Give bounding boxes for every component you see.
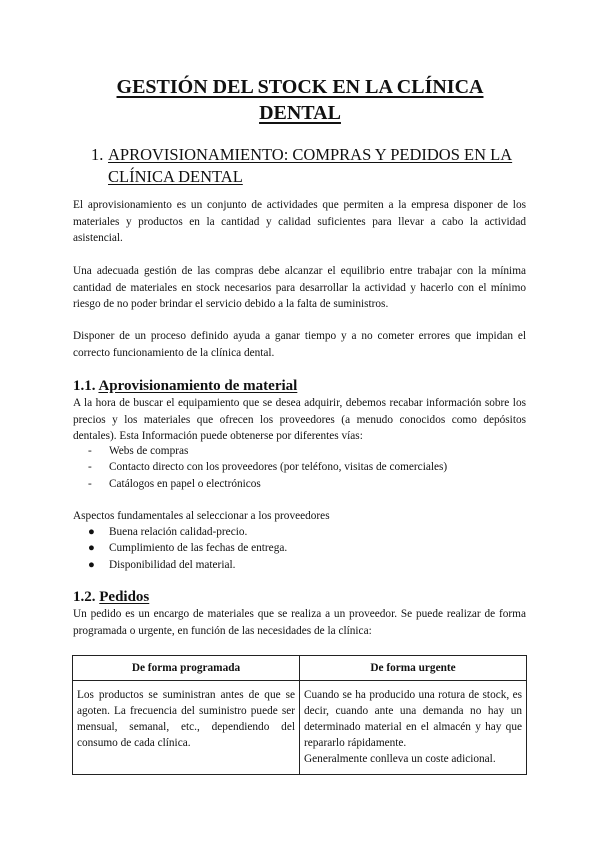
paragraph-aprovisionamiento: El aprovisionamiento es un conjunto de actividades que permiten a la empresa disponer de los materiales y productos en la cantidad y calidad suficientes para llevar a cabo la actividad asistencial.: [73, 199, 526, 244]
list-item: ● Cumplimiento de las fechas de entrega.: [88, 540, 287, 556]
subsection-1-1-title: Aprovisionamiento de material: [98, 378, 298, 394]
paragraph-aprovisionamiento-material: A la hora de buscar el equipamiento que se desea adquirir, debemos recabar información sobre los precios y los materiales que ofrecen los proveedores (a menudo conocidos como depósitos dentales). Esta Información puede obtenerse por diferentes vías:: [73, 397, 526, 442]
aspects-list: [88, 524, 287, 573]
title-line-1: GESTIÓN DEL STOCK EN LA CLÍNICA: [116, 76, 484, 98]
ways-list: [88, 443, 447, 492]
table-header-urgente: De forma urgente: [300, 656, 527, 681]
dash-marker: -: [88, 445, 92, 457]
paragraph-pedidos: Un pedido es un encargo de materiales que se realiza a un proveedor. Se puede realizar de forma programada o urgente, en función de las necesidades de la clínica:: [73, 608, 526, 637]
table-row: [73, 681, 527, 775]
dash-marker: -: [88, 461, 92, 474]
bullet-icon: ●: [88, 558, 95, 571]
aspects-intro: Aspectos fundamentales al seleccionar a los proveedores: [73, 510, 330, 522]
list-item: - Catálogos en papel o electrónicos: [88, 476, 447, 492]
subsection-1-2-number: 1.2.: [73, 589, 96, 605]
list-item: - Webs de compras: [88, 443, 447, 459]
subsection-1-2-title: Pedidos: [99, 589, 150, 605]
paragraph-gestion-compras: Una adecuada gestión de las compras debe alcanzar el equilibrio entre trabajar con la mínima cantidad de materiales en stock necesarios para desarrollar la actividad y hacerlo con el mínimo riesgo de no poder brindar el servicio debido a la falta de suministros.: [73, 265, 526, 310]
list-item: - Contacto directo con los proveedores (por teléfono, visitas de comerciales): [88, 459, 447, 475]
section-1-heading: [91, 144, 541, 188]
section-1-title: APROVISIONAMIENTO: COMPRAS Y PEDIDOS EN LA CLÍNICA DENTAL: [108, 145, 513, 186]
subsection-1-1-number: 1.1.: [73, 378, 96, 394]
table-cell-urgente: [300, 681, 527, 775]
table-cell-programada: Los productos se suministran antes de que se agoten. La frecuencia del suministro puede ser mensual, semanal, etc., dependiendo del consumo de cada clínica.: [73, 681, 300, 775]
subsection-1-1-heading: [73, 377, 297, 395]
bullet-icon: ●: [88, 526, 95, 538]
dash-marker: -: [88, 477, 92, 490]
table-header-programada: De forma programada: [73, 656, 300, 681]
title-line-2: DENTAL: [259, 102, 341, 124]
section-1-number: 1.: [91, 145, 104, 164]
urgente-description: Cuando se ha producido una rotura de stock, es decir, cuando ante una demanda no hay un determinado material en el almacén y hay que repararlo rápidamente.: [304, 689, 522, 749]
document-title: [60, 74, 540, 126]
paragraph-proceso: Disponer de un proceso definido ayuda a ganar tiempo y a no cometer errores que impidan el correcto funcionamiento de la clínica dental.: [73, 330, 526, 359]
urgente-note: Generalmente conlleva un coste adicional.: [304, 753, 496, 765]
bullet-icon: ●: [88, 542, 95, 555]
orders-table: [72, 655, 527, 775]
table-header-row: [73, 656, 527, 681]
subsection-1-2-heading: [73, 588, 149, 606]
list-item: ● Disponibilidad del material.: [88, 557, 287, 573]
list-item: ● Buena relación calidad-precio.: [88, 524, 287, 540]
